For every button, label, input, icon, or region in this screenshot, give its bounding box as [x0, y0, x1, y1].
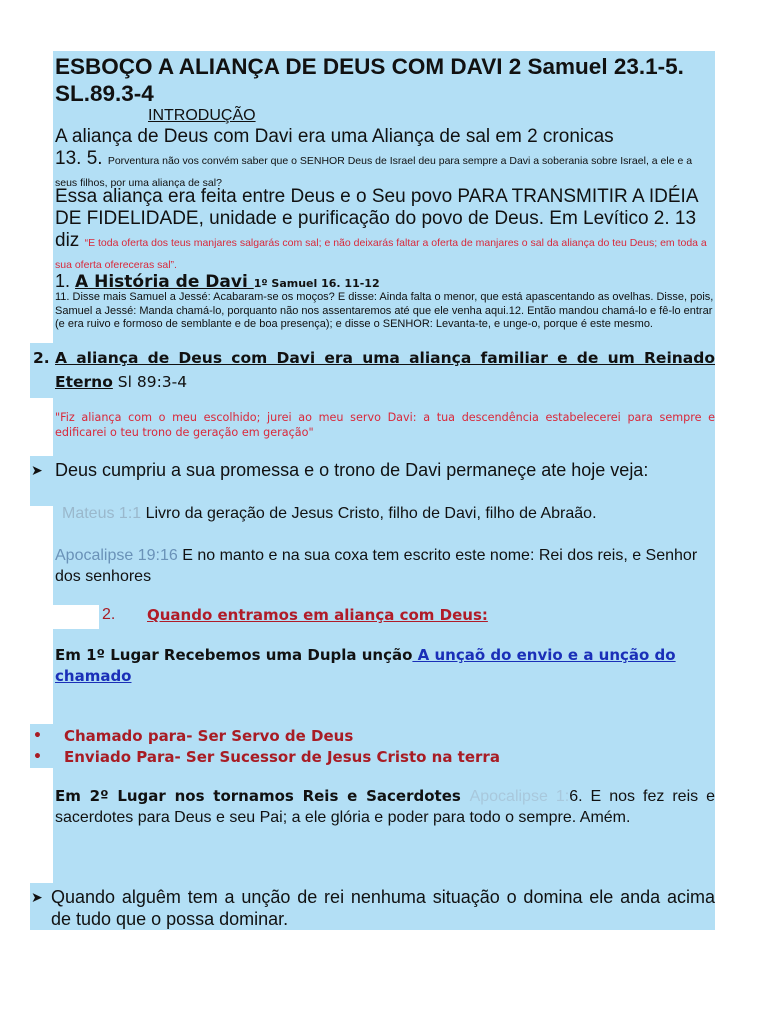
section-title: A aliança de Deus com Davi era uma aliança familiar e de um Reinado Eterno [55, 349, 715, 391]
section-reference: Sl 89:3-4 [112, 373, 188, 391]
section-1-heading [55, 271, 380, 292]
bullet-dot-icon: • [33, 749, 42, 765]
mateus-text: Livro da geração de Jesus Cristo, filho de Davi, filho de Abraão. [141, 505, 597, 522]
apocalipse-1-reference: Apocalipse 1: [469, 788, 570, 805]
list-item-text: Chamado para- Ser Servo de Deus [64, 727, 354, 745]
second-place-heading: Em 2º Lugar nos tornamos Reis e Sacerdotes [55, 787, 470, 805]
covenant-text: Essa aliança era feita entre Deus e o Seu povo PARA TRANSMITIR A IDÉIA DE FIDELIDADE, unidade e purificação do povo de Deus. Em Levítico 2. 13 diz [55, 186, 698, 251]
apocalipse-reference: Apocalipse 19:16 [55, 547, 178, 564]
intro-paragraph [55, 126, 715, 192]
section-2-heading [33, 346, 715, 394]
final-bullet [31, 886, 715, 930]
apocalipse-verse [55, 545, 715, 587]
second-place-paragraph [55, 786, 715, 828]
second-place-text: 6. E nos fez reis e sacerdotes para Deus e seu Pai; a ele glória e poder para todo o sempre. Amém. [55, 788, 716, 826]
section-number: 2. [102, 606, 116, 623]
bullet-dot-icon: • [33, 728, 42, 744]
cronicas-verse: Porventura não vos convém saber que o SENHOR Deus de Israel deu para sempre a Davi a soberania sobre Israel, a ele e a seus filhos, por uma aliança de sal? [55, 155, 693, 189]
samuel-verse: 11. Disse mais Samuel a Jessé: Acabaram-se os moços? E disse: Ainda falta o menor, que está apascentando as ovelhas. Disse, pois, Samuel a Jessé: Manda chamá-lo, porquanto não nos assentaremos até que ele venha aqui.12. Então mandou chamá-lo e fê-lo entrar (e era ruivo e formoso de semblante e de boa presença); e disse o SENHOR: Levanta-te, e unge-o, porque é este mesmo. [55, 291, 714, 330]
final-text: Quando alguêm tem a unção de rei nenhuma situação o domina ele anda acima de tudo que o possa dominar. [51, 887, 715, 929]
list-item-text: Enviado Para- Ser Sucessor de Jesus Cristo na terra [64, 748, 500, 766]
promise-text: Deus cumpriu a sua promessa e o trono de Davi permaneçe ate hoje veja: [55, 460, 649, 480]
list-item [33, 746, 715, 768]
mateus-reference: Mateus 1:1 [62, 505, 142, 522]
section-title: Quando entramos em aliança com Deus: [147, 606, 488, 624]
intro-heading: INTRODUÇÃO [148, 107, 256, 124]
section-reference: 1º Samuel 16. 11-12 [253, 277, 380, 290]
first-place-paragraph [55, 645, 717, 687]
first-place-text: Em 1º Lugar Recebemos uma Dupla unção [55, 646, 413, 664]
mateus-verse [62, 505, 597, 523]
section-title: A História de Davi [75, 272, 254, 292]
apocalipse-text: E no manto e na sua coxa tem escrito este nome: Rei dos reis, e Senhor dos senhores [55, 547, 698, 585]
section-number: 2. [33, 349, 50, 367]
promise-bullet [31, 459, 715, 481]
arrow-bullet-icon: ➤ [31, 889, 43, 905]
cronicas-reference: 13. 5. [55, 148, 103, 169]
anointing-link[interactable]: A unçaõ do envio e a unção do chamado [55, 646, 676, 685]
psalm-quote: "Fiz aliança com o meu escolhido; jurei ao meu servo Davi: a tua descendência estabelecerei para sempre e edificarei o teu trono de geração em geração" [55, 411, 715, 439]
levitico-quote: “E toda oferta dos teus manjares salgarás com sal; e não deixarás faltar a oferta de manjares o sal da aliança do teu Deus; em toda a sua oferta ofereceras sal”. [55, 237, 707, 271]
white-gap [53, 605, 99, 629]
covenant-paragraph [55, 186, 715, 274]
list-item [33, 725, 715, 747]
arrow-bullet-icon: ➤ [31, 462, 43, 478]
document-title: ESBOÇO A ALIANÇA DE DEUS COM DAVI 2 Samuel 23.1-5. SL.89.3-4 [55, 54, 684, 106]
section-3-heading [102, 606, 488, 624]
section-number: 1. [55, 271, 71, 291]
intro-line: A aliança de Deus com Davi era uma Aliança de sal em 2 cronicas [55, 126, 614, 147]
